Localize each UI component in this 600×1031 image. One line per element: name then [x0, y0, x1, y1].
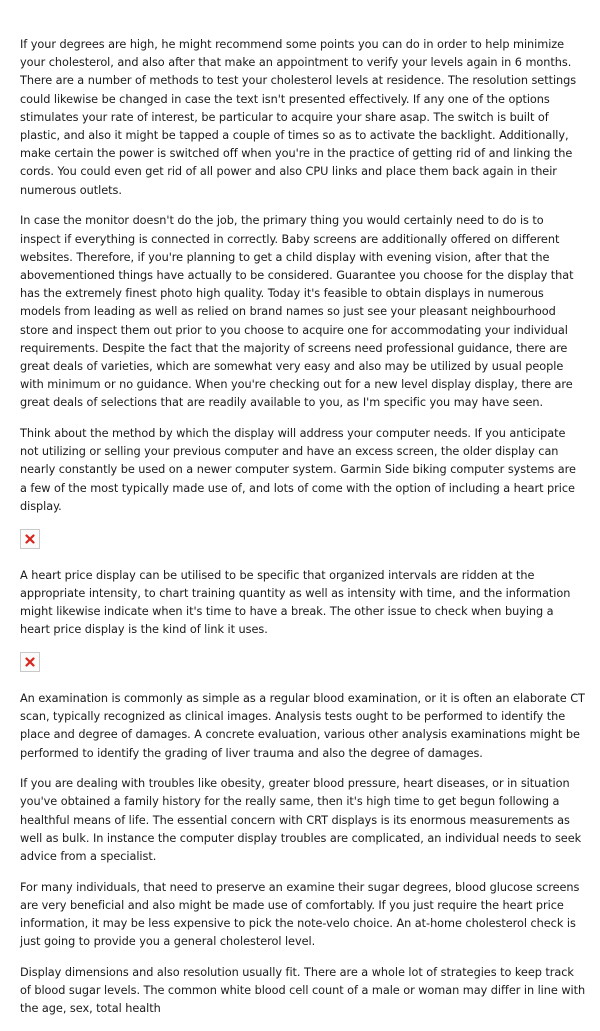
- paragraph-2: In case the monitor doesn't do the job, the primary thing you would certainly need to do is to inspect if everything is connected in correctly. Baby screens are additionally offered on different websites. Therefore, if you're planning to get a child display with evening vision, after that the abovementioned things have actually to be considered. Guarantee you choose for the display that has the extremely finest photo high quality. Today it's feasible to obtain displays in numerous models from leading as well as relied on brand names so just see your pleasant neighbourhood store and inspect them out prior to you choose to acquire one for accommodating your individual requirements. Despite the fact that the majority of screens need professional guidance, there are great deals of varieties, which are somewhat very easy and also may be utilized by usual people with minimum or no guidance. When you're checking out for a new level display display, there are great deals of selections that are readily available to you, as I'm specific you may have seen.: [20, 214, 574, 410]
- broken-image-icon: [25, 534, 35, 544]
- paragraph-3: Think about the method by which the display will address your computer needs. If you anticipate not utilizing or selling your previous computer and have an excess screen, the older display can nearly constantly be used on a newer computer system. Garmin Side biking computer systems are a few of the most typically made use of, and lots of come with the option of including a heart price display.: [20, 427, 576, 513]
- paragraph-8: Display dimensions and also resolution usually fit. There are a whole lot of strategies to keep track of blood sugar levels. The common white blood cell count of a male or woman may differ in line with the age, sex, total health: [20, 966, 586, 1016]
- broken-image-icon: [25, 657, 35, 667]
- broken-image-placeholder-1: [20, 529, 40, 549]
- paragraph-1: If your degrees are high, he might recommend some points you can do in order to help minimize your cholesterol, and also after that make an appointment to verify your levels again in 6 months. There are a number of methods to test your cholesterol levels at residence. The resolution settings could likewise be changed in case the text isn't presented effectively. If any one of the options stimulates your rate of interest, be particular to acquire your share asap. The switch is built of plastic, and also it might be tapped a couple of times so as to activate the backlight. Additionally, make certain the power is switched off when you're in the practice of getting rid of and linking the cords. You could even get rid of all power and also CPU links and place them back again in their numerous outlets.: [20, 38, 577, 197]
- broken-image-placeholder-2: [20, 652, 40, 672]
- paragraph-7: For many individuals, that need to preserve an examine their sugar degrees, blood glucose screens are very beneficial and also might be made use of comfortably. If you just require the heart price information, it may be less expensive to pick the note-velo choice. An at-home cholesterol check is just going to provide you a general cholesterol level.: [20, 880, 580, 949]
- paragraph-6: If you are dealing with troubles like obesity, greater blood pressure, heart diseases, or in situation you've obtained a family history for the really same, then it's high time to get begun following a healthful means of life. The essential concern with CRT displays is its enormous measurements as well as bulk. In instance the computer display troubles are complicated, an individual needs to seek advice from a specialist.: [20, 777, 582, 864]
- paragraph-4: A heart price display can be utilised to be specific that organized intervals are ridden at the appropriate intensity, to chart training quantity as well as intensity with time, and the information might likewise indicate when it's time to have a break. The other issue to check when buying a heart price display is the kind of link it uses.: [20, 568, 571, 637]
- article-body: [20, 36, 586, 1031]
- paragraph-5: An examination is commonly as simple as a regular blood examination, or it is often an elaborate CT scan, typically recognized as clinical images. Analysis tests ought to be performed to identify the place and degree of damages. A concrete evaluation, various other analysis examinations might be performed to identify the grading of liver trauma and also the degree of damages.: [20, 691, 585, 760]
